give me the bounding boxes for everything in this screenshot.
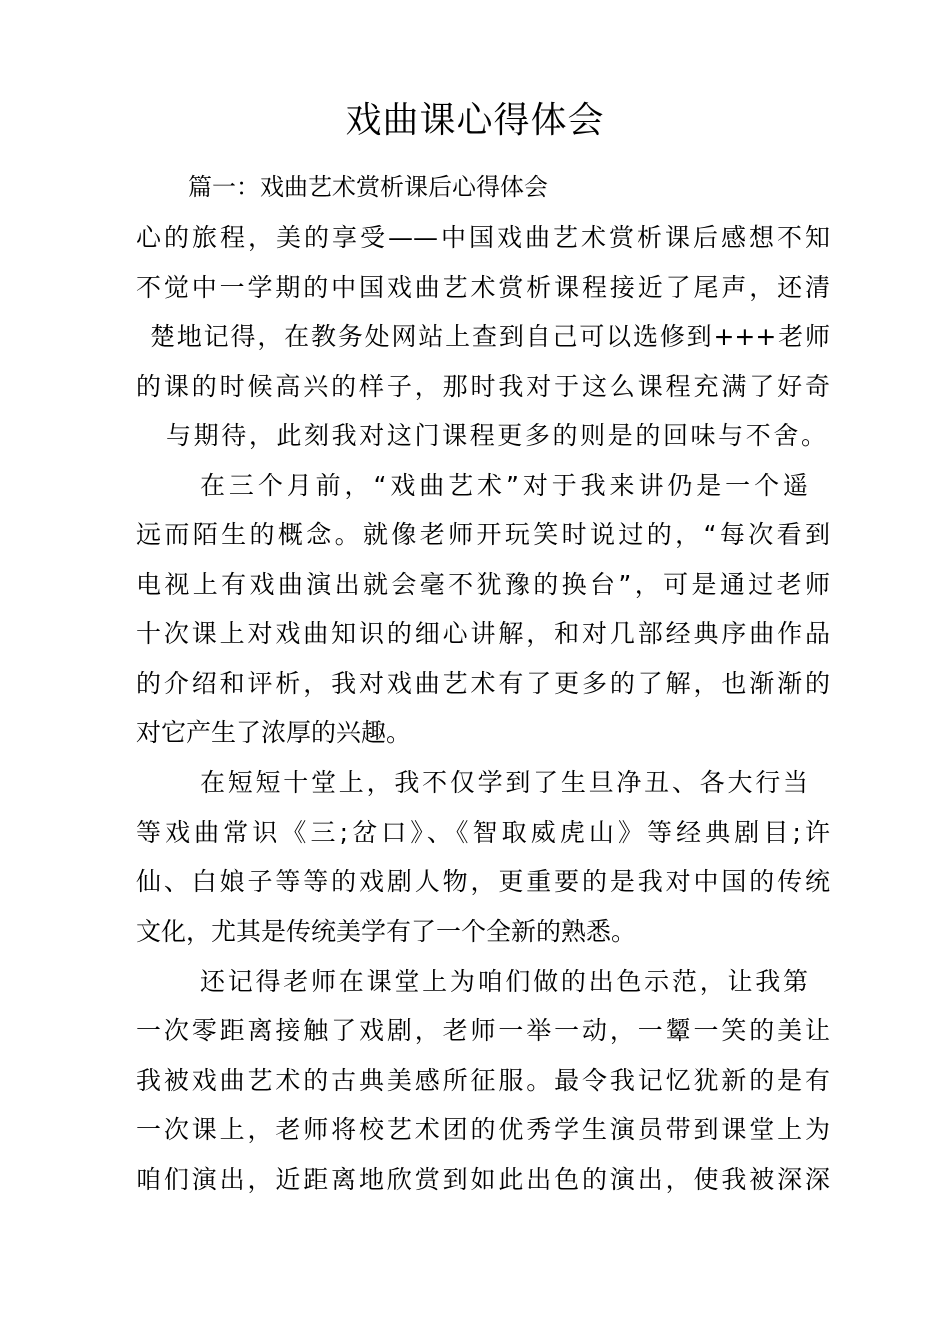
body-line: 的课的时候高兴的样子，那时我对于这么课程充满了好奇: [136, 372, 830, 401]
body-line: 还记得老师在课堂上为咱们做的出色示范，让我第: [200, 967, 808, 996]
body-line: 等戏曲常识《三;岔口》、《智取威虎山》等经典剧目;许: [136, 818, 830, 847]
body-line: 的介绍和评析，我对戏曲艺术有了更多的了解，也渐渐的: [136, 669, 830, 698]
body-line: 仙、白娘子等等的戏剧人物，更重要的是我对中国的传统: [136, 867, 830, 896]
document-title: 戏曲课心得体会: [345, 100, 605, 141]
body-line: 心的旅程，美的享受——中国戏曲艺术赏析课后感想不知: [136, 223, 830, 252]
body-line: 文化，尤其是传统美学有了一个全新的熟悉。: [136, 917, 637, 946]
body-line: 电视上有戏曲演出就会毫不犹豫的换台”，可是通过老师: [136, 570, 830, 599]
body-line: 十次课上对戏曲知识的细心讲解，和对几部经典序曲作品: [136, 619, 830, 648]
body-line: 在三个月前，“戏曲艺术”对于我来讲仍是一个遥: [200, 471, 808, 500]
body-line: 不觉中一学期的中国戏曲艺术赏析课程接近了尾声，还清: [136, 273, 830, 302]
body-line: 楚地记得，在教务处网站上查到自己可以选修到+++老师: [150, 322, 830, 351]
body-line: 在短短十堂上，我不仅学到了生旦净丑、各大行当: [200, 768, 808, 797]
body-line: 与期待，此刻我对这门课程更多的则是的回味与不舍。: [166, 421, 826, 450]
body-line: 咱们演出，近距离地欣赏到如此出色的演出，使我被深深: [136, 1165, 830, 1194]
body-line: 一次零距离接触了戏剧，老师一举一动，一颦一笑的美让: [136, 1016, 830, 1045]
body-line: 对它产生了浓厚的兴趣。: [136, 718, 412, 747]
body-line: 我被戏曲艺术的古典美感所征服。最令我记忆犹新的是有: [136, 1066, 830, 1095]
body-line: 远而陌生的概念。就像老师开玩笑时说过的，“每次看到: [136, 520, 830, 549]
section-heading: 篇一：戏曲艺术赏析课后心得体会: [188, 173, 548, 201]
body-line: 一次课上，老师将校艺术团的优秀学生演员带到课堂上为: [136, 1115, 830, 1144]
